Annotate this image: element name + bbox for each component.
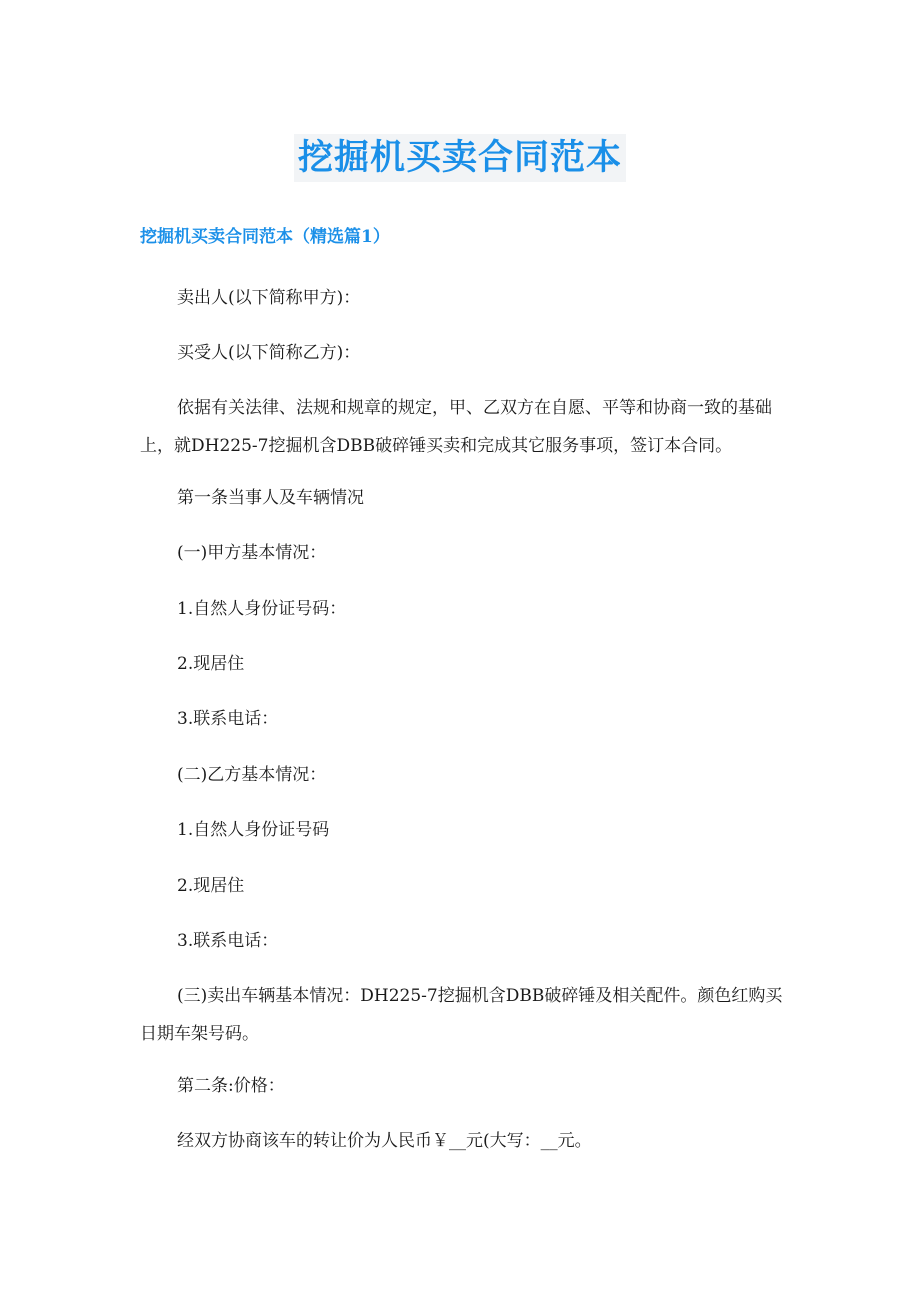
section-subtitle: 挖掘机买卖合同范本（精选篇1）: [140, 227, 390, 247]
title-container: [0, 134, 920, 182]
document-title: 挖掘机买卖合同范本: [294, 134, 626, 182]
paragraph-vehicle-info: (三)卖出车辆基本情况：DH225-7挖掘机含DBB破碎锤及相关配件。颜色红购买日期车架号码。: [140, 986, 783, 1044]
paragraph-basis: 依据有关法律、法规和规章的规定，甲、乙双方在自愿、平等和协商一致的基础上，就DH225-7挖掘机含DBB破碎锤买卖和完成其它服务事项，签订本合同。: [140, 398, 772, 456]
paragraph-article-two: 第二条:价格：: [177, 1076, 285, 1096]
paragraph-party-a-id: 1.自然人身份证号码：: [177, 599, 347, 619]
paragraph-article-one: 第一条当事人及车辆情况: [177, 488, 364, 508]
paragraph-party-b-phone: 3.联系电话：: [177, 931, 279, 951]
paragraph-party-b-heading: (二)乙方基本情况：: [177, 765, 327, 785]
paragraph-seller: 卖出人(以下简称甲方)：: [177, 288, 361, 308]
paragraph-buyer: 买受人(以下简称乙方)：: [177, 343, 361, 363]
paragraph-party-b-address: 2.现居住: [177, 876, 245, 896]
paragraph-party-a-heading: (一)甲方基本情况：: [177, 543, 327, 563]
paragraph-party-a-phone: 3.联系电话：: [177, 709, 279, 729]
paragraph-party-b-id: 1.自然人身份证号码: [177, 820, 330, 840]
paragraph-price: 经双方协商该车的转让价为人民币￥__元(大写：__元。: [177, 1131, 592, 1151]
paragraph-party-a-address: 2.现居住: [177, 654, 245, 674]
